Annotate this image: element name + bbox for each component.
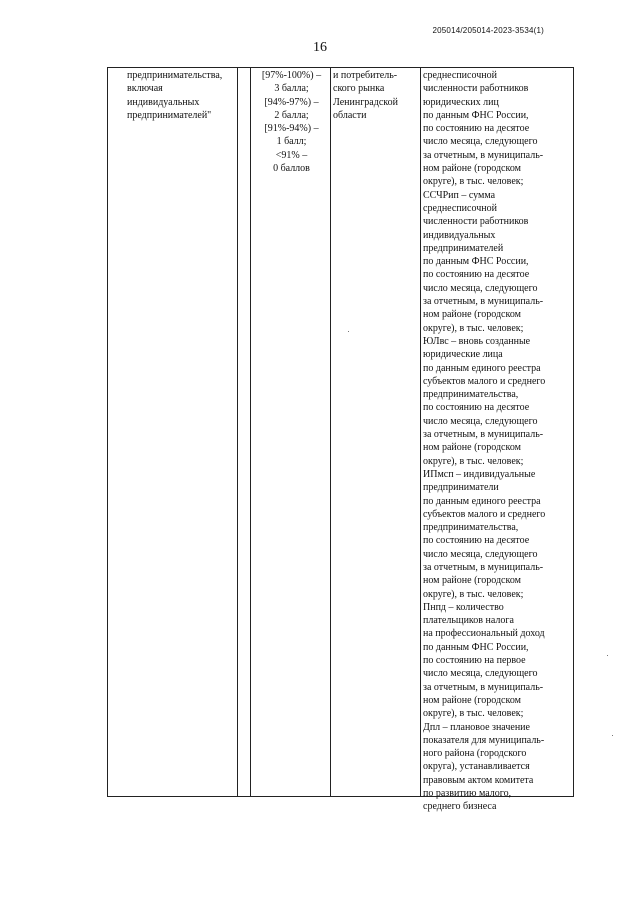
page-number: 16 [313, 40, 327, 55]
responsible-body-cell: и потребитель- ского рынка Ленинградской области [333, 70, 398, 121]
column-divider-4 [420, 67, 421, 797]
table-border-top [107, 67, 574, 68]
table-border-left [107, 67, 108, 797]
calculation-method-cell: среднесписочной численности работников юридических лиц по данным ФНС России, по состоянию на десятое число месяца, следующего за отчетным, в муниципаль- ном районе (городском округе), в тыс. человек; ССЧРип – сумма среднесписочной численности работников индивидуальных предпринимателей по данным ФНС России, по состоянию на десятое число месяца, следующего за отчетным, в муниципаль- ном районе (городском округе), в тыс. человек; ЮЛвс – вновь созданные юридические лица по данным единого реестра субъектов малого и среднего предпринимательства, по состоянию на десятое число месяца, следующего за отчетным, в муниципаль- ном районе (городском округе), в тыс. человек; ИПмсп – индивидуальные предприниматели по данным единого реестра субъектов малого и среднего предпринимательства, по состоянию на десятое число месяца, следующего за отчетным, в муниципаль- ном районе (городском округе), в тыс. человек; Пнпд – количество плательщиков налога на профессиональный доход по данным ФНС России, по состоянию на первое число месяца, следующего за отчетным, в муниципаль- ном районе (городском округе), в тыс. человек; Дпл – плановое значение показателя для муниципаль- ного района (городского округа), устанавливается правовым актом комитета по развитию малого, среднего бизнеса [423, 70, 546, 813]
scan-speck [348, 331, 349, 332]
score-scale-cell: [97%-100%) – 3 балла; [94%-97%) – 2 балла; [91%-94%) – 1 балл; <91% – 0 баллов [261, 70, 322, 175]
column-divider-1 [237, 67, 238, 797]
column-divider-3 [330, 67, 331, 797]
criteria-table [107, 67, 574, 813]
scan-speck [607, 655, 608, 656]
scan-speck [612, 735, 613, 736]
indicator-name-cell: предпринимательства, включая индивидуальных предпринимателей" [127, 70, 223, 121]
document-id: 205014/205014-2023-3534(1) [432, 26, 544, 35]
column-divider-2 [250, 67, 251, 797]
